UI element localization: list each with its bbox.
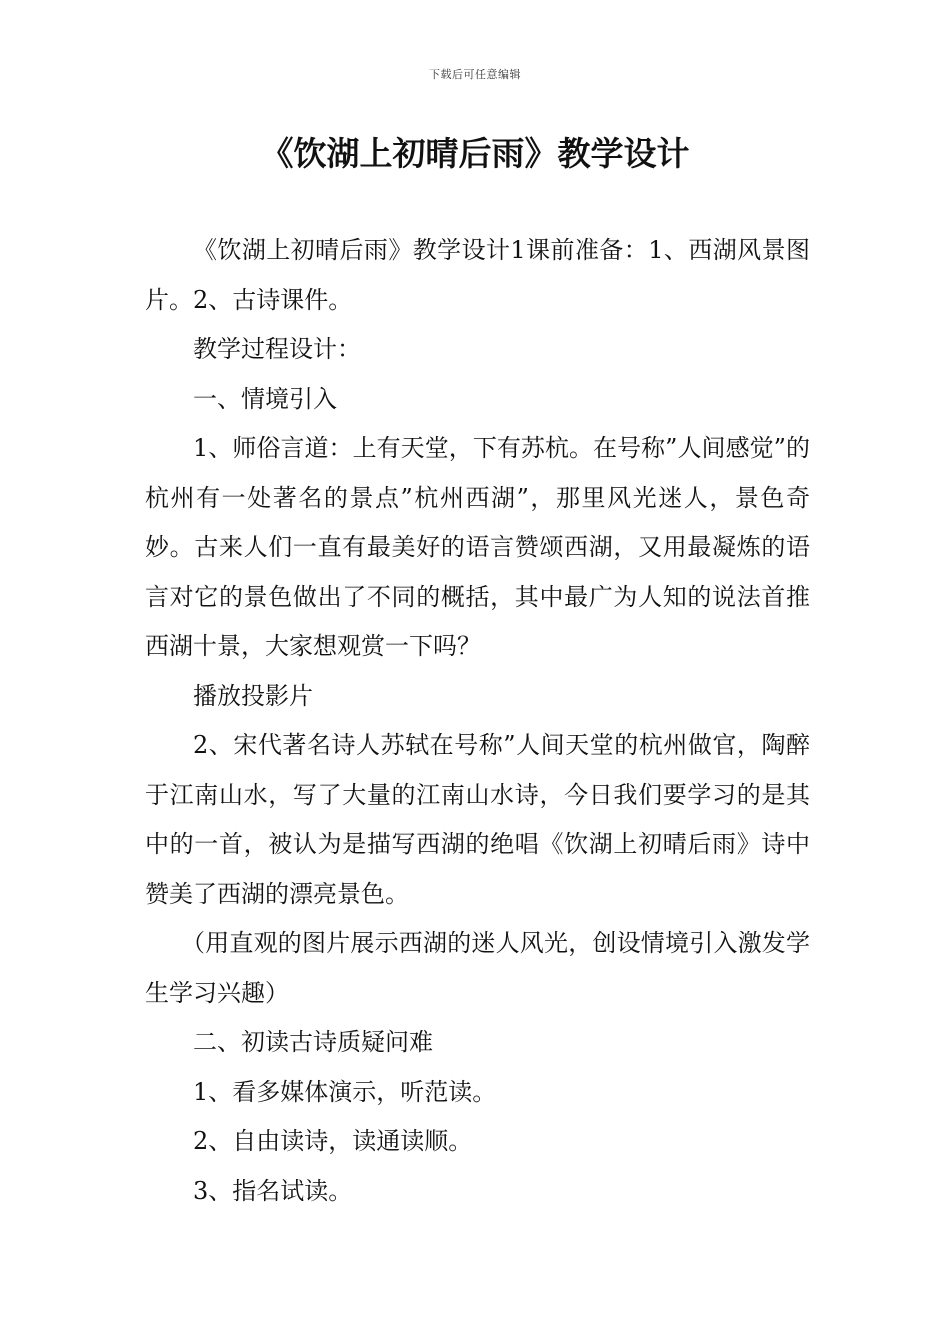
paragraph-intro-1: 1、师俗言道：上有天堂，下有苏杭。在号称”人间感觉”的杭州有一处著名的景点”杭州西湖”，那里风光迷人，景色奇妙。古来人们一直有最美好的语言赞颂西湖，又用最凝炼的语言对它的景色做出了不同的概括，其中最广为人知的说法首推西湖十景，大家想观赏一下吗？ <box>145 434 810 660</box>
list-item-step-3: 3、指名试读。 <box>193 1176 353 1205</box>
section-heading-first-reading: 二、初读古诗质疑问难 <box>193 1028 433 1056</box>
document-body <box>145 226 810 1216</box>
page-header-note: 下载后可任意编辑 <box>429 68 521 81</box>
paragraph-intro-note: （用直观的图片展示西湖的迷人风光，创设情境引入激发学生学习兴趣） <box>145 929 810 1007</box>
list-item-step-1: 1、看多媒体演示，听范读。 <box>193 1077 497 1106</box>
list-item-step-2: 2、自由读诗，读通读顺。 <box>193 1127 473 1155</box>
paragraph-preparation: 《饮湖上初晴后雨》教学设计1课前准备：1、西湖风景图片。2、古诗课件。 <box>145 236 810 314</box>
paragraph-slideshow: 播放投影片 <box>193 681 313 710</box>
section-heading-intro: 一、情境引入 <box>193 384 337 413</box>
paragraph-process-heading: 教学过程设计： <box>193 335 361 363</box>
document-title: 《饮湖上初晴后雨》教学设计 <box>260 134 690 173</box>
paragraph-intro-2: 2、宋代著名诗人苏轼在号称”人间天堂的杭州做官，陶醉于江南山水，写了大量的江南山水诗，今日我们要学习的是其中的一首，被认为是描写西湖的绝唱《饮湖上初晴后雨》诗中赞美了西湖的漂亮景色。 <box>145 731 810 908</box>
